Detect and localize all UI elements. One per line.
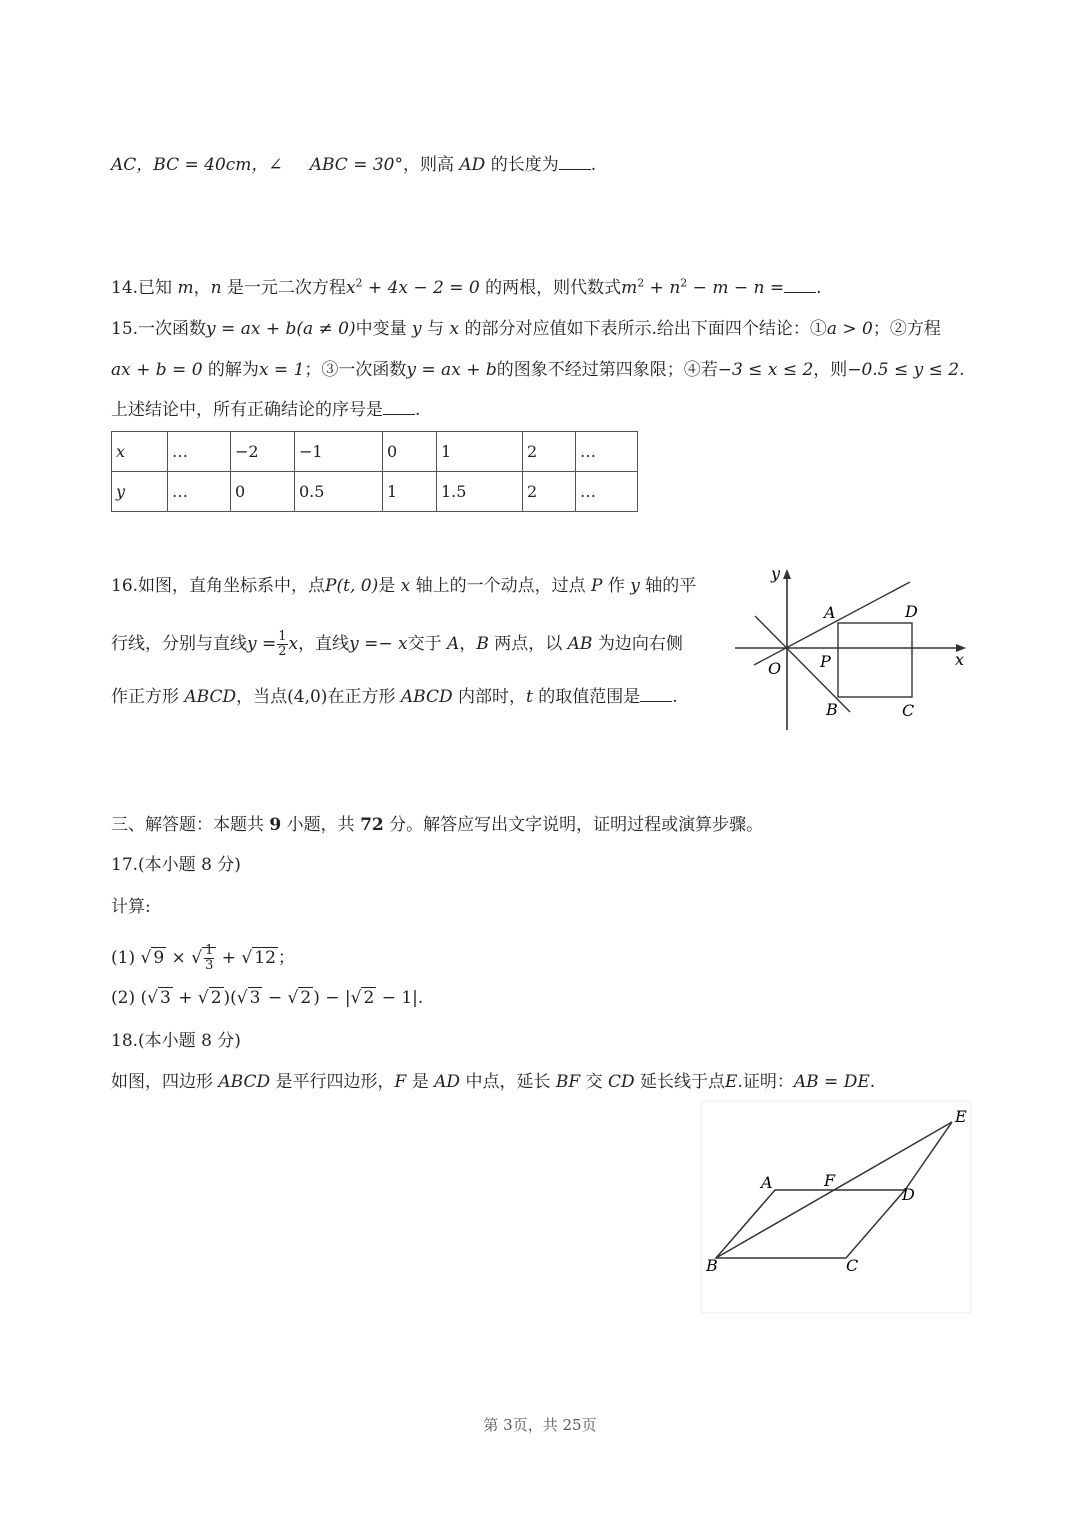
fraction: $\frac{1}{2}$ [278,629,287,659]
q17-part2: (2) (√ 3 + √ 2 )(√ 3 − √ 2 ) − |√ 2 − 1|. [111,988,424,1008]
table-cell: … [168,472,231,512]
answer-blank[interactable] [383,400,415,415]
answer-blank[interactable] [784,278,816,293]
section-3-heading: 三、解答题：本题共 9 小题，共 72 分。解答应写出文字说明，证明过程或演算步骤。 [111,815,764,835]
table-cell: x [112,432,168,472]
table-row [112,432,638,472]
label-y: y [771,564,781,583]
label-B: B [706,1256,718,1275]
table-cell: 0 [383,432,437,472]
answer-blank[interactable] [640,687,672,702]
label-C: C [902,701,915,720]
calc-label: 计算: [111,897,151,917]
y-axis-arrow [783,569,791,579]
q13-continuation: AC，BC = 40cm，∠ ABC = 30°，则高 AD 的长度为 . [111,155,597,175]
table-cell: −2 [231,432,295,472]
table-cell: 0 [231,472,295,512]
table-cell: 1.5 [437,472,523,512]
question-18-title: 18.(本小题 8 分) [111,1031,241,1051]
question-16-line3: 作正方形 ABCD，当点(4,0)在正方形 ABCD 内部时，t 的取值范围是 . [111,687,678,707]
question-16-line1: 16.如图，直角坐标系中，点P(t, 0)是 x 轴上的一个动点，过点 P 作 y 轴的平 [111,576,697,596]
label-B: B [826,700,838,719]
table-cell: 2 [523,432,576,472]
fraction: $\frac{1}{3}$ [205,943,214,973]
answer-blank[interactable] [559,155,591,170]
coordinate-figure [730,560,980,740]
figure-frame [701,1101,971,1313]
line-de [905,1122,952,1190]
parallelogram-figure [700,1100,972,1315]
label-P: P [820,652,831,671]
line-be [716,1122,952,1258]
label-F: F [824,1171,836,1190]
question-15-line3: 上述结论中，所有正确结论的序号是 . [111,400,421,420]
table-cell: … [168,432,231,472]
question-15-line2: ax + b = 0 的解为x = 1；③一次函数y = ax + b的图象不经过第四象限；④若−3 ≤ x ≤ 2，则−0.5 ≤ y ≤ 2. [111,360,965,380]
table-cell: 0.5 [295,472,383,512]
table-cell: … [576,472,638,512]
table-cell: 2 [523,472,576,512]
question-16-line2: 行线，分别与直线y = $\frac{1}{2}$ x，直线y =− x交于 A，B 两点，以 AB 为边向右侧 [111,629,683,659]
parallelogram-abcd [716,1190,905,1258]
label-A: A [824,603,836,622]
label-x: x [955,650,965,669]
label-D: D [902,1185,915,1204]
table-cell: 1 [437,432,523,472]
table-cell: … [576,432,638,472]
square-abcd [838,623,912,697]
label-O: O [768,659,782,678]
q17-part1: (1) √ 9 × √ $\frac{1}{3}$ + √ 12 ； [111,943,295,973]
table-cell: −1 [295,432,383,472]
label-D: D [905,602,918,621]
label-C: C [846,1256,859,1275]
question-14: 14.已知 m，n 是一元二次方程$x^2 + 4x - 2 = 0$ 的两根，则代数式$m^2 + n^2 - m - n$ = . [111,276,822,298]
table-row [112,472,638,512]
question-18-body: 如图，四边形 ABCD 是平行四边形，F 是 AD 中点，延长 BF 交 CD 延长线于点E.证明：AB = DE. [111,1072,876,1092]
table-cell: 1 [383,472,437,512]
table-cell: y [112,472,168,512]
page-footer: 第 3页，共 25页 [483,1416,597,1434]
question-15-line1: 15.一次函数y = ax + b(a ≠ 0)中变量 y 与 x 的部分对应值如下表所示.给出下面四个结论：①a > 0；②方程 [111,319,941,339]
value-table [111,431,638,512]
label-E: E [955,1107,967,1126]
question-17-title: 17.(本小题 8 分) [111,855,241,875]
label-A: A [761,1173,773,1192]
